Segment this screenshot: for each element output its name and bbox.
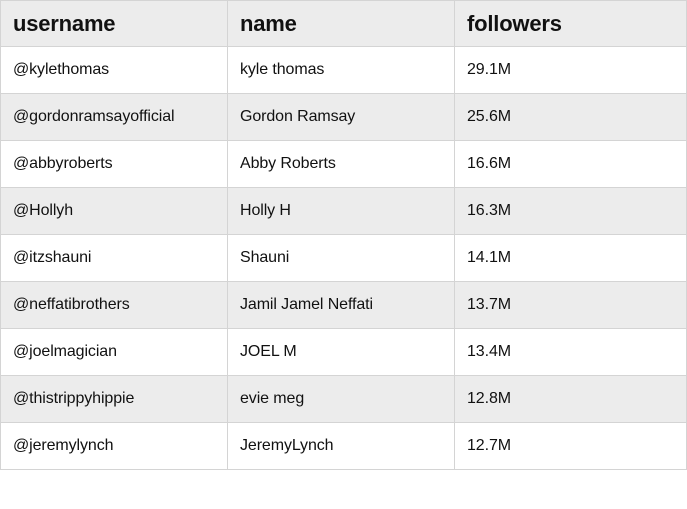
- name-cell: evie meg: [228, 376, 455, 423]
- table-header-row: [1, 1, 687, 47]
- followers-cell: 14.1M: [455, 235, 687, 282]
- table-row: [1, 329, 687, 376]
- column-header-name: name: [228, 1, 455, 47]
- name-cell: Shauni: [228, 235, 455, 282]
- name-cell: Holly H: [228, 188, 455, 235]
- name-cell: kyle thomas: [228, 47, 455, 94]
- name-cell: JOEL M: [228, 329, 455, 376]
- followers-cell: 29.1M: [455, 47, 687, 94]
- username-cell: @Hollyh: [1, 188, 228, 235]
- username-cell: @thistrippyhippie: [1, 376, 228, 423]
- username-cell: @jeremylynch: [1, 423, 228, 470]
- followers-cell: 12.7M: [455, 423, 687, 470]
- name-cell: Abby Roberts: [228, 141, 455, 188]
- table-row: [1, 188, 687, 235]
- table-row: [1, 47, 687, 94]
- name-cell: Jamil Jamel Neffati: [228, 282, 455, 329]
- table-row: [1, 376, 687, 423]
- username-cell: @abbyroberts: [1, 141, 228, 188]
- table-row: [1, 282, 687, 329]
- followers-cell: 12.8M: [455, 376, 687, 423]
- name-cell: Gordon Ramsay: [228, 94, 455, 141]
- table-row: [1, 94, 687, 141]
- followers-cell: 13.4M: [455, 329, 687, 376]
- username-cell: @itzshauni: [1, 235, 228, 282]
- column-header-followers: followers: [455, 1, 687, 47]
- table-row: [1, 141, 687, 188]
- username-cell: @neffatibrothers: [1, 282, 228, 329]
- username-cell: @joelmagician: [1, 329, 228, 376]
- table-row: [1, 235, 687, 282]
- followers-cell: 16.6M: [455, 141, 687, 188]
- followers-cell: 13.7M: [455, 282, 687, 329]
- followers-cell: 25.6M: [455, 94, 687, 141]
- column-header-username: username: [1, 1, 228, 47]
- username-cell: @kylethomas: [1, 47, 228, 94]
- table-row: [1, 423, 687, 470]
- name-cell: JeremyLynch: [228, 423, 455, 470]
- username-cell: @gordonramsayofficial: [1, 94, 228, 141]
- followers-cell: 16.3M: [455, 188, 687, 235]
